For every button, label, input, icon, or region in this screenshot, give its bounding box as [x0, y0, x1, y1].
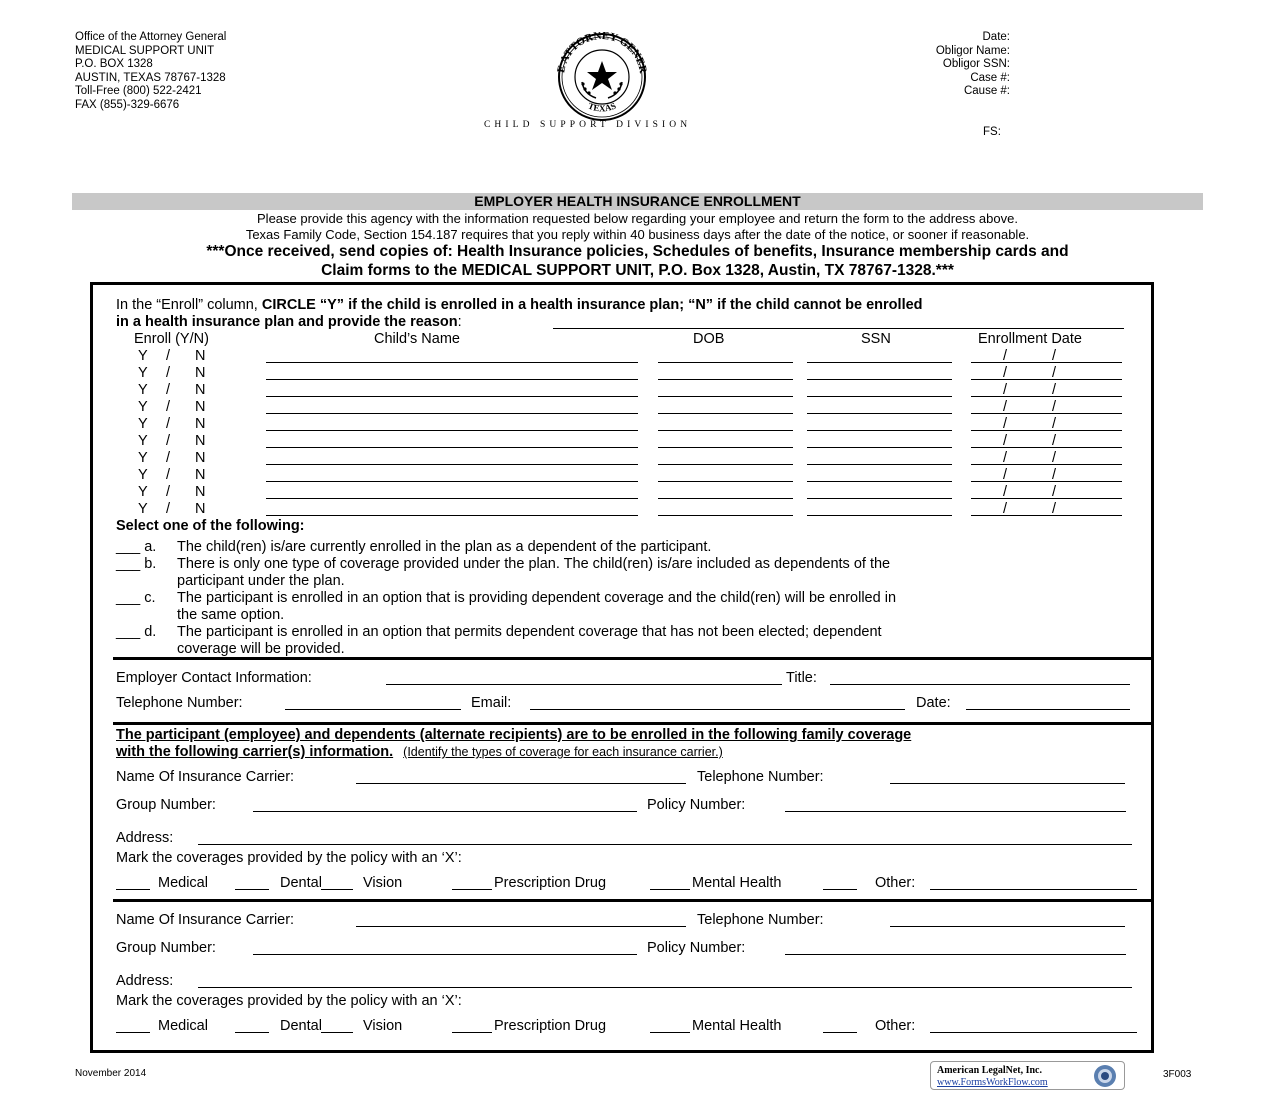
- carrier-group-label: Group Number:: [116, 797, 216, 813]
- coverage-label-2: Vision: [363, 875, 403, 891]
- notice-line: Claim forms to the MEDICAL SUPPORT UNIT, P.O. Box 1328, Austin, TX 78767-1328.***: [321, 262, 954, 279]
- enrollment-date-input[interactable]: [971, 515, 1122, 516]
- child-dob-input[interactable]: [658, 396, 793, 397]
- coverage-intro-2: with the following carrier(s) information. (Identify the types of coverage for each insurance carrier.): [116, 744, 723, 760]
- coverage-mark-input[interactable]: [452, 1032, 492, 1033]
- child-name-input[interactable]: [266, 447, 638, 448]
- option-c-text: The participant is enrolled in an option that is providing dependent coverage and the child(ren) will be enrolled in: [177, 590, 897, 606]
- employer-phone-label: Telephone Number:: [116, 695, 243, 711]
- coverage-mark-input[interactable]: [823, 889, 857, 890]
- enrollment-date-input[interactable]: [971, 396, 1122, 397]
- coverage-label-0: Medical: [158, 875, 208, 891]
- enrollment-date-input[interactable]: [971, 379, 1122, 380]
- child-name-input[interactable]: [266, 498, 638, 499]
- agency-line: MEDICAL SUPPORT UNIT: [75, 44, 215, 57]
- carrier-mark-label: Mark the coverages provided by the policy with an ‘X’:: [116, 993, 462, 1009]
- enroll-instructions: In the “Enroll” column, CIRCLE “Y” if the child is enrolled in a health insurance plan; “N” if the child cannot be enrolled: [116, 297, 923, 313]
- child-name-input[interactable]: [266, 464, 638, 465]
- coverage-mark-input[interactable]: [235, 1032, 269, 1033]
- enroll-slash: /: [166, 484, 171, 500]
- child-dob-input[interactable]: [658, 447, 793, 448]
- enrollment-date-input[interactable]: [971, 464, 1122, 465]
- enroll-slash: /: [166, 433, 171, 449]
- case-fields: [860, 31, 1010, 99]
- carrier-phone-input[interactable]: [890, 783, 1125, 784]
- form-box: [90, 282, 1154, 1053]
- option-b-letter[interactable]: ___ b.: [116, 556, 157, 572]
- child-ssn-input[interactable]: [807, 464, 952, 465]
- enroll-yes[interactable]: Y: [138, 501, 148, 517]
- child-ssn-input[interactable]: [807, 362, 952, 363]
- enroll-no[interactable]: N: [195, 467, 206, 483]
- header-dob: DOB: [693, 331, 725, 347]
- enroll-slash: /: [166, 467, 171, 483]
- employer-contact-label: Employer Contact Information:: [116, 670, 312, 686]
- employer-title-input[interactable]: [830, 684, 1130, 685]
- carrier-phone-label: Telephone Number:: [697, 769, 824, 785]
- select-heading: Select one of the following:: [116, 518, 305, 534]
- attorney-general-seal: [546, 32, 658, 122]
- date-separator: /: [1003, 365, 1008, 381]
- employer-title-label: Title:: [786, 670, 817, 686]
- child-dob-input[interactable]: [658, 430, 793, 431]
- date-separator: /: [1003, 450, 1008, 466]
- notice-text: [72, 242, 1203, 280]
- coverage-mark-input[interactable]: [116, 1032, 150, 1033]
- enroll-yes[interactable]: Y: [138, 484, 148, 500]
- enroll-no[interactable]: N: [195, 450, 206, 466]
- option-c-text-2: the same option.: [177, 607, 285, 623]
- child-ssn-input[interactable]: [807, 430, 952, 431]
- enroll-no[interactable]: N: [195, 399, 206, 415]
- child-dob-input[interactable]: [658, 481, 793, 482]
- child-name-input[interactable]: [266, 481, 638, 482]
- date-separator: /: [1003, 399, 1008, 415]
- carrier-group-label: Group Number:: [116, 940, 216, 956]
- date-separator: /: [1052, 467, 1057, 483]
- child-name-input[interactable]: [266, 379, 638, 380]
- enroll-no[interactable]: N: [195, 365, 206, 381]
- enroll-slash: /: [166, 382, 171, 398]
- notice-line: ***Once received, send copies of: Health Insurance policies, Schedules of benefits, Insurance membership cards and: [206, 243, 1069, 260]
- carrier-phone-label: Telephone Number:: [697, 912, 824, 928]
- agency-address: [75, 31, 226, 113]
- division-name: CHILD SUPPORT DIVISION: [484, 120, 692, 130]
- case-field-obligor-name: Obligor Name:: [935, 44, 1010, 57]
- option-a-text: The child(ren) is/are currently enrolled in the plan as a dependent of the participant.: [177, 539, 712, 555]
- enrollment-date-input[interactable]: [971, 447, 1122, 448]
- section-divider: [113, 722, 1151, 725]
- header-ssn: SSN: [861, 331, 891, 347]
- child-ssn-input[interactable]: [807, 379, 952, 380]
- employer-date-input[interactable]: [966, 709, 1130, 710]
- date-separator: /: [1052, 348, 1057, 364]
- logo-url: www.FormsWorkFlow.com: [937, 1077, 1048, 1088]
- child-dob-input[interactable]: [658, 464, 793, 465]
- enroll-no[interactable]: N: [195, 433, 206, 449]
- fs-label: FS:: [983, 126, 1001, 138]
- coverage-mark-input[interactable]: [116, 889, 150, 890]
- date-separator: /: [1052, 365, 1057, 381]
- employer-date-label: Date:: [916, 695, 951, 711]
- case-field-obligor-ssn: Obligor SSN:: [942, 58, 1010, 71]
- enroll-yes[interactable]: Y: [138, 467, 148, 483]
- enrollment-date-input[interactable]: [971, 481, 1122, 482]
- form-title: EMPLOYER HEALTH INSURANCE ENROLLMENT: [72, 193, 1203, 210]
- employer-email-input[interactable]: [530, 709, 905, 710]
- header-enroll: Enroll (Y/N): [134, 331, 209, 347]
- enroll-yes[interactable]: Y: [138, 382, 148, 398]
- coverage-label-2: Vision: [363, 1018, 403, 1034]
- child-name-input[interactable]: [266, 515, 638, 516]
- enroll-yes[interactable]: Y: [138, 365, 148, 381]
- enrollment-date-input[interactable]: [971, 413, 1122, 414]
- coverage-mark-input[interactable]: [823, 1032, 857, 1033]
- enroll-slash: /: [166, 416, 171, 432]
- enroll-slash: /: [166, 399, 171, 415]
- carrier-policy-label: Policy Number:: [647, 940, 746, 956]
- date-separator: /: [1003, 484, 1008, 500]
- enroll-yes[interactable]: Y: [138, 433, 148, 449]
- coverage-mark-input[interactable]: [650, 1032, 690, 1033]
- child-name-input[interactable]: [266, 362, 638, 363]
- intro-line: Texas Family Code, Section 154.187 requires that you reply within 40 business days after the date of the notice, or sooner if reasonable.: [245, 227, 1030, 242]
- coverage-label-1: Dental: [280, 875, 322, 891]
- date-separator: /: [1052, 484, 1057, 500]
- enroll-no[interactable]: N: [195, 348, 206, 364]
- carrier-policy-label: Policy Number:: [647, 797, 746, 813]
- carrier-name-label: Name Of Insurance Carrier:: [116, 912, 295, 928]
- child-ssn-input[interactable]: [807, 447, 952, 448]
- agency-line: AUSTIN, TEXAS 78767-1328: [75, 71, 226, 84]
- enroll-no[interactable]: N: [195, 501, 206, 517]
- child-ssn-input[interactable]: [807, 498, 952, 499]
- coverage-label-1: Dental: [280, 1018, 322, 1034]
- date-separator: /: [1003, 467, 1008, 483]
- intro-text: [72, 211, 1203, 243]
- footer-date: November 2014: [75, 1068, 147, 1079]
- date-separator: /: [1003, 348, 1008, 364]
- enroll-no[interactable]: N: [195, 382, 206, 398]
- coverage-intro-1: The participant (employee) and dependents (alternate recipients) are to be enrolled in the following family coverage: [116, 727, 912, 743]
- carrier-address-input[interactable]: [198, 844, 1132, 845]
- enroll-slash: /: [166, 348, 171, 364]
- case-field-cause-number: Cause #:: [963, 85, 1010, 98]
- carrier-name-input[interactable]: [356, 783, 686, 784]
- child-name-input[interactable]: [266, 413, 638, 414]
- agency-line: Office of the Attorney General: [75, 31, 227, 43]
- svg-text:THE ATTORNEY GENERAL: [546, 32, 649, 75]
- carrier-group-input[interactable]: [253, 954, 637, 955]
- carrier-mark-label: Mark the coverages provided by the policy with an ‘X’:: [116, 850, 462, 866]
- coverage-mark-input[interactable]: [650, 889, 690, 890]
- enroll-slash: /: [166, 365, 171, 381]
- carrier-name-label: Name Of Insurance Carrier:: [116, 769, 295, 785]
- date-separator: /: [1003, 501, 1008, 517]
- case-field-case-number: Case #:: [970, 71, 1010, 84]
- seal-top-text: E ATTORNEY GENER: [555, 32, 649, 75]
- employer-phone-input[interactable]: [285, 709, 461, 710]
- option-b-text: There is only one type of coverage provided under the plan. The child(ren) is/are included as dependents of the: [177, 556, 891, 572]
- coverage-label-4: Mental Health: [692, 875, 782, 891]
- carrier-address-input[interactable]: [198, 987, 1132, 988]
- enroll-yes[interactable]: Y: [138, 450, 148, 466]
- enroll-no[interactable]: N: [195, 484, 206, 500]
- form-id: 3F003: [1163, 1069, 1192, 1080]
- date-separator: /: [1003, 416, 1008, 432]
- coverage-other-input[interactable]: [930, 1032, 1137, 1033]
- coverage-mark-input[interactable]: [452, 889, 492, 890]
- child-dob-input[interactable]: [658, 362, 793, 363]
- coverage-label-5: Other:: [875, 875, 916, 891]
- option-c-letter[interactable]: ___ c.: [116, 590, 156, 606]
- child-ssn-input[interactable]: [807, 396, 952, 397]
- employer-contact-input[interactable]: [386, 684, 782, 685]
- child-ssn-input[interactable]: [807, 413, 952, 414]
- american-legalnet-logo[interactable]: [930, 1061, 1125, 1090]
- coverage-label-4: Mental Health: [692, 1018, 782, 1034]
- carrier-policy-input[interactable]: [785, 811, 1126, 812]
- enrollment-date-input[interactable]: [971, 430, 1122, 431]
- child-ssn-input[interactable]: [807, 481, 952, 482]
- option-d-text: The participant is enrolled in an option that permits dependent coverage that has not been elected; dependent: [177, 624, 882, 640]
- agency-line: Toll-Free (800) 522-2421: [75, 85, 202, 98]
- coverage-label-3: Prescription Drug: [494, 875, 607, 891]
- agency-line: FAX (855)-329-6676: [75, 98, 180, 111]
- case-field-date: Date:: [982, 31, 1010, 43]
- header-child-name: Child’s Name: [374, 331, 460, 347]
- date-separator: /: [1052, 416, 1057, 432]
- coverage-mark-input[interactable]: [321, 889, 353, 890]
- enroll-no[interactable]: N: [195, 416, 206, 432]
- intro-line: Please provide this agency with the information requested below regarding your employee and return the form to the address above.: [257, 211, 1018, 226]
- option-d-text-2: coverage will be provided.: [177, 641, 345, 657]
- enrollment-date-input[interactable]: [971, 362, 1122, 363]
- coverage-mark-input[interactable]: [235, 889, 269, 890]
- coverage-label-5: Other:: [875, 1018, 916, 1034]
- date-separator: /: [1052, 450, 1057, 466]
- carrier-policy-input[interactable]: [785, 954, 1126, 955]
- date-separator: /: [1003, 382, 1008, 398]
- date-separator: /: [1003, 433, 1008, 449]
- carrier-address-label: Address:: [116, 973, 174, 989]
- date-separator: /: [1052, 399, 1057, 415]
- child-dob-input[interactable]: [658, 413, 793, 414]
- option-d-letter[interactable]: ___ d.: [116, 624, 157, 640]
- coverage-label-3: Prescription Drug: [494, 1018, 607, 1034]
- carrier-name-input[interactable]: [356, 926, 686, 927]
- option-a-letter[interactable]: ___ a.: [116, 539, 157, 555]
- carrier-group-input[interactable]: [253, 811, 637, 812]
- child-name-input[interactable]: [266, 396, 638, 397]
- reason-input[interactable]: [553, 328, 1124, 329]
- section-divider: [113, 657, 1151, 660]
- carrier-address-label: Address:: [116, 830, 174, 846]
- enroll-yes[interactable]: Y: [138, 348, 148, 364]
- enroll-instructions-2: in a health insurance plan and provide the reason:: [116, 314, 462, 330]
- date-separator: /: [1052, 433, 1057, 449]
- section-divider: [113, 899, 1151, 902]
- carrier-phone-input[interactable]: [890, 926, 1125, 927]
- coverage-label-0: Medical: [158, 1018, 208, 1034]
- enroll-yes[interactable]: Y: [138, 399, 148, 415]
- child-dob-input[interactable]: [658, 515, 793, 516]
- employer-email-label: Email:: [471, 695, 512, 711]
- seal-bottom-text: TEXAS: [586, 100, 618, 114]
- date-separator: /: [1052, 501, 1057, 517]
- child-name-input[interactable]: [266, 430, 638, 431]
- coverage-other-input[interactable]: [930, 889, 1137, 890]
- option-b-text-2: participant under the plan.: [177, 573, 345, 589]
- enroll-slash: /: [166, 450, 171, 466]
- child-dob-input[interactable]: [658, 498, 793, 499]
- enrollment-date-input[interactable]: [971, 498, 1122, 499]
- agency-line: P.O. BOX 1328: [75, 58, 153, 71]
- date-separator: /: [1052, 382, 1057, 398]
- coverage-mark-input[interactable]: [321, 1032, 353, 1033]
- enroll-yes[interactable]: Y: [138, 416, 148, 432]
- enroll-slash: /: [166, 501, 171, 517]
- child-dob-input[interactable]: [658, 379, 793, 380]
- child-ssn-input[interactable]: [807, 515, 952, 516]
- globe-icon: [1090, 1063, 1120, 1089]
- svg-text:TEXAS: [587, 101, 618, 114]
- logo-name: American LegalNet, Inc.: [937, 1065, 1042, 1076]
- header-enrollment-date: Enrollment Date: [978, 331, 1082, 347]
